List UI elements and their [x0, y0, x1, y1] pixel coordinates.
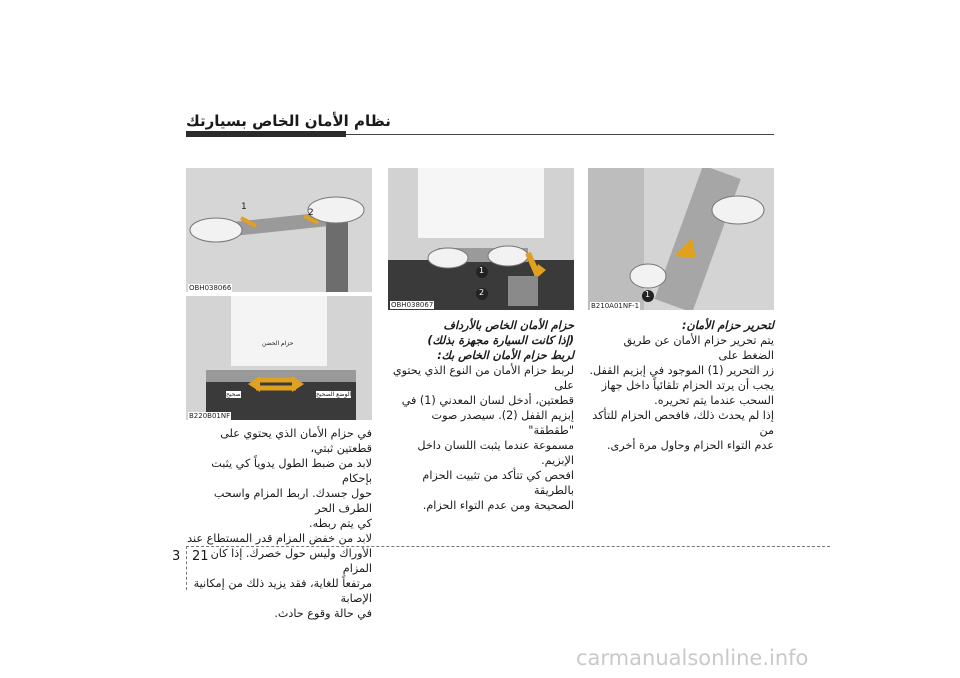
- section-heading: حزام الأمان الخاص بالأرداف: [443, 319, 574, 332]
- paragraph-line: مسموعة عندما يثبت اللسان داخل الإبزيم.: [417, 439, 574, 467]
- paragraph-line: لابد من ضبط الطول يدوياً كي يثبت بإحكام: [211, 457, 372, 485]
- paragraph-line: زر التحرير (1) الموجود في إبزيم القفل.: [589, 364, 774, 377]
- paragraph-line: لابد من خفض المزام قدر المستطاع عند: [187, 532, 372, 545]
- figure-fasten-belt: [388, 168, 574, 310]
- paragraph-line: السحب عندما يتم تحريره.: [654, 394, 774, 407]
- figure-code: B220B01NF: [189, 412, 231, 420]
- figure-label-correct-position: الوضع الصحيح: [316, 391, 352, 398]
- section-subheading: (إذا كانت السيارة مجهزة بذلك): [427, 334, 574, 347]
- paragraph-line: في حالة وقوع حادث.: [274, 607, 372, 620]
- paragraph-line: لربط حزام الأمان من النوع الذي يحتوي على: [392, 364, 574, 392]
- figure-code: OBH038067: [391, 301, 434, 309]
- paragraph-line: في حزام الأمان الذي يحتوي على قطعتين ثبتي،: [220, 427, 372, 455]
- page-number: 21: [192, 549, 209, 564]
- paragraph-line: حول جسدك. اربط المزام واسحب الطرف الحر: [213, 487, 372, 515]
- page-header-title: نظام الأمان الخاص بسيارتك: [186, 112, 391, 130]
- paragraph-line: عدم التواء الحزام وحاول مرة أخرى.: [606, 439, 774, 452]
- footer-dashed-rule: [186, 546, 830, 547]
- marker-1: 1: [479, 266, 485, 275]
- text-adjust-instructions: [186, 426, 372, 621]
- figure-belt-adjust: [186, 168, 372, 292]
- marker-1: 1: [241, 202, 247, 212]
- section-heading-secondary: لربط حزام الأمان الخاص بك:: [437, 349, 574, 362]
- marker-1: 1: [645, 290, 651, 299]
- paragraph-line: يتم تحرير حزام الأمان عن طريق الضغط على: [623, 334, 774, 362]
- paragraph-line: كي يتم ربطه.: [309, 517, 372, 530]
- footer-vertical-rule: [186, 546, 187, 590]
- paragraph-line: إبزيم القفل (2). سيصدر صوت "طقطقة": [431, 409, 574, 437]
- chapter-number: 3: [172, 549, 181, 564]
- paragraph-line: الصحيحة ومن عدم التواء الحزام.: [422, 499, 574, 512]
- figure-lap-position: [186, 296, 372, 420]
- marker-2: 2: [479, 288, 485, 297]
- figure-label-correct: صحيح: [226, 391, 241, 398]
- paragraph-line: مرتفعاً للغاية، فقد يزيد ذلك من إمكانية الإصابة: [193, 577, 372, 605]
- paragraph-line: الأوراك وليس حول خصرك. إذا كان المزام: [210, 547, 372, 575]
- belt-adjust-illustration: [186, 168, 372, 292]
- text-fasten-instructions: [388, 318, 574, 513]
- text-release-instructions: [588, 318, 774, 453]
- figure-code: OBH038066: [189, 284, 232, 292]
- lap-position-illustration: [186, 296, 372, 420]
- paragraph-line: افحص كي تتأكد من تثبيت الحزام بالطريقة: [422, 469, 574, 497]
- paragraph-line: يجب أن يرتد الحزام تلقائياً داخل جهاز: [601, 379, 774, 392]
- figure-code: B210A01NF-1: [591, 302, 640, 310]
- header-rule-thick: [186, 131, 346, 137]
- marker-2: 2: [308, 208, 314, 218]
- section-heading: لتحرير حزام الأمان:: [682, 319, 774, 332]
- watermark: carmanualsonline.info: [576, 646, 809, 670]
- release-belt-illustration: [588, 168, 774, 310]
- figure-label-lap: حزام الحضن: [262, 340, 294, 347]
- paragraph-line: إذا لم يحدث ذلك، فافحص الحزام للتأكد من: [592, 409, 774, 437]
- figure-release-belt: [588, 168, 774, 310]
- paragraph-line: قطعتين، أدخل لسان المعدني (1) في: [401, 394, 574, 407]
